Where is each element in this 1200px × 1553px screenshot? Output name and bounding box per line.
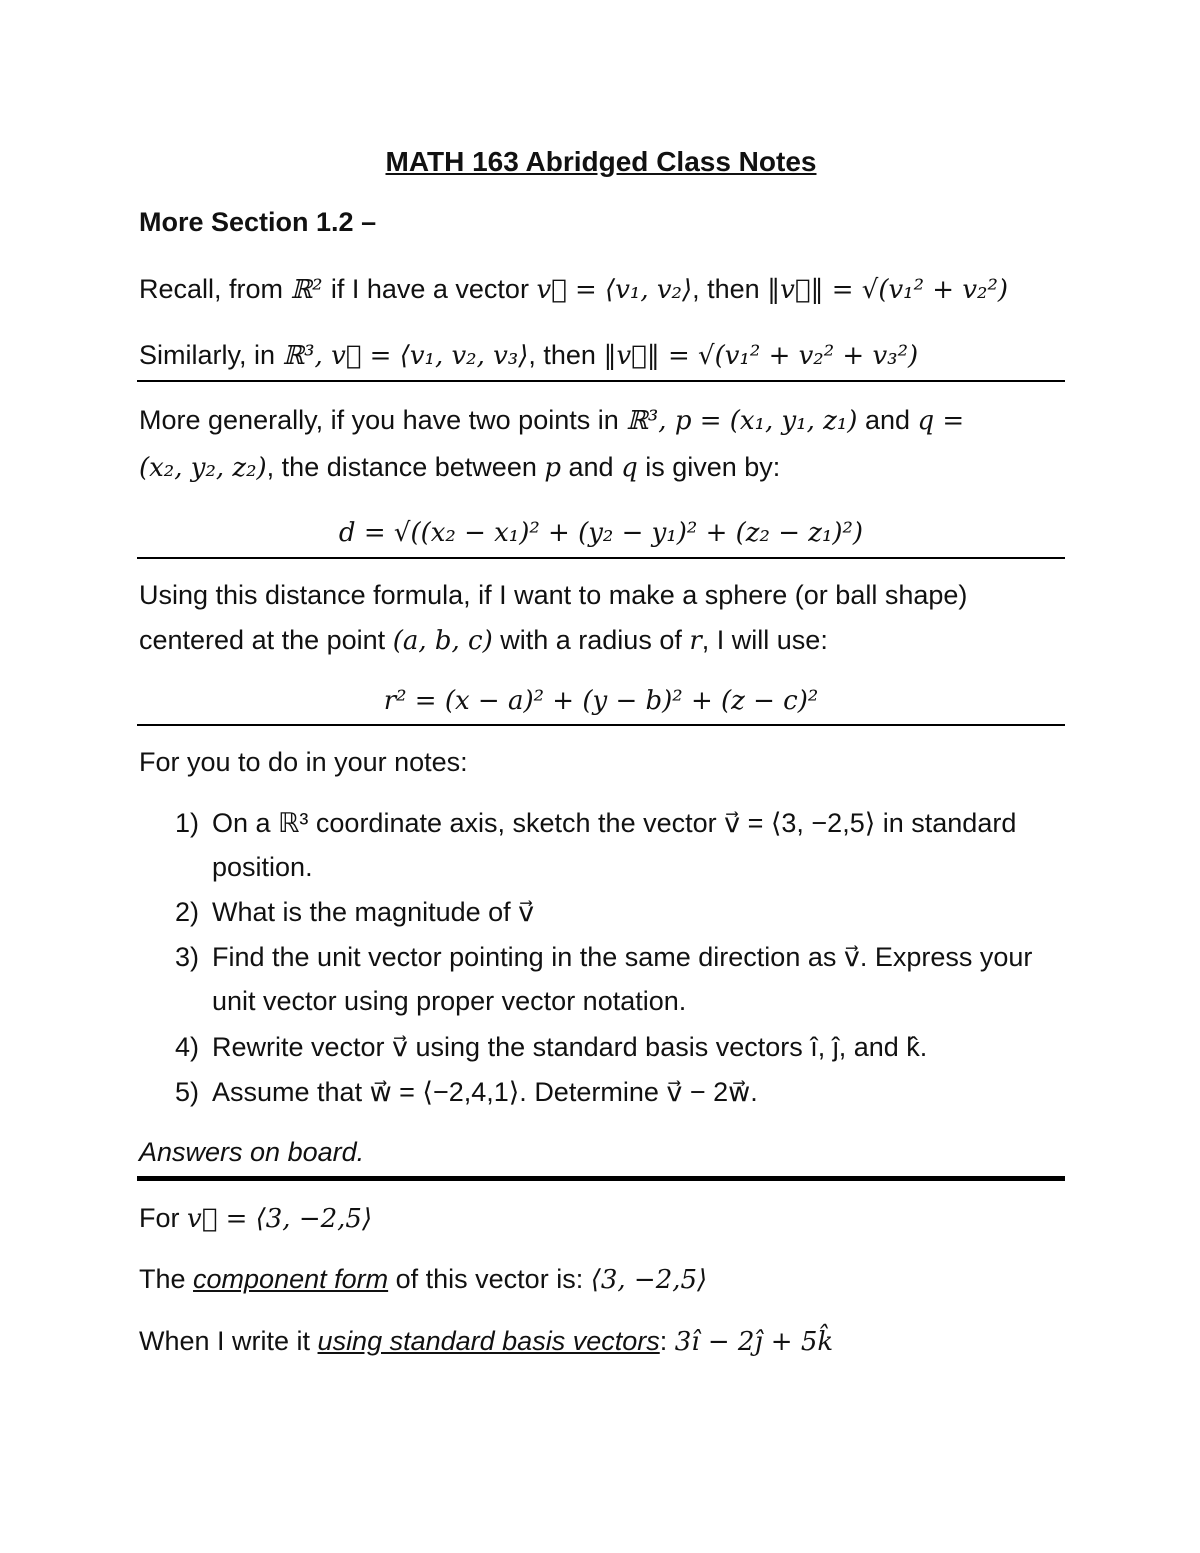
distance-formula-math: d = √((x₂ − x₁)² + (y₂ − y₁)² + (z₂ − z₁)²) [338, 518, 864, 548]
page-title: MATH 163 Abridged Class Notes [385, 146, 817, 177]
basis-text-after: : [659, 1326, 675, 1356]
component-form-term: component form [193, 1264, 389, 1294]
recall-text-before: Recall, from [139, 274, 291, 304]
section-heading: More Section 1.2 – [139, 207, 377, 237]
general-text-2: , the distance between [266, 452, 545, 482]
sphere-formula [139, 683, 1063, 718]
divider-3 [137, 724, 1065, 726]
recall-math-vector: v⃗ = ⟨v₁, v₂⟩ [536, 275, 693, 305]
todo-item-number: 3) [175, 942, 200, 972]
general-text-1: More generally, if you have two points in [139, 405, 627, 435]
general-line-2 [139, 450, 1063, 485]
todo-item-text: What is the magnitude of v⃗ [212, 897, 535, 927]
similarly-line [139, 338, 1063, 373]
sphere-line-1: Using this distance formula, if I want to make a sphere (or ball shape) [139, 580, 968, 610]
todo-heading: For you to do in your notes: [139, 747, 468, 777]
todo-item-number: 1) [175, 808, 200, 838]
document-page [139, 0, 1063, 1553]
sphere-text-before: centered at the point [139, 625, 393, 655]
sphere-text-end: , I will use: [701, 625, 828, 655]
component-form-line [139, 1262, 1063, 1297]
todo-item-text: Assume that w⃗ = ⟨−2,4,1⟩. Determine v⃗ − 2w⃗. [212, 1077, 758, 1107]
general-math-point-p: ℝ³, p = (x₁, y₁, z₁) [626, 406, 858, 436]
sphere-line-2 [139, 623, 1063, 658]
for-line [139, 1201, 1063, 1236]
similarly-math-vector: ℝ³, v⃗ = ⟨v₁, v₂, v₃⟩ [282, 341, 529, 371]
basis-math: 3î − 2ĵ + 5k̂ [674, 1327, 834, 1357]
todo-item-1 [175, 801, 1063, 889]
todo-item-number: 4) [175, 1032, 200, 1062]
sphere-formula-math: r² = (x − a)² + (y − b)² + (z − c)² [383, 686, 819, 716]
todo-item-text: Rewrite vector v⃗ using the standard basis vectors î, ĵ, and k̂. [212, 1032, 928, 1062]
basis-vectors-line [139, 1324, 1063, 1359]
recall-math-r2: ℝ² [290, 275, 331, 305]
for-math: v⃗ = ⟨3, −2,5⟩ [187, 1204, 373, 1234]
todo-item-2 [175, 890, 1063, 934]
general-math-p: p [544, 453, 562, 483]
general-and-2: and [561, 452, 622, 482]
general-line-1 [139, 403, 1063, 438]
for-text: For [139, 1203, 188, 1233]
general-math-q2: q [621, 453, 638, 483]
todo-item-number: 5) [175, 1077, 200, 1107]
general-math-q: q = [917, 406, 965, 436]
recall-text-then: , then [692, 274, 768, 304]
distance-formula [139, 515, 1063, 550]
recall-text-mid: if I have a vector [330, 274, 537, 304]
sphere-math-r: r [689, 626, 702, 656]
general-and-1: and [857, 405, 918, 435]
basis-text-before: When I write it [139, 1326, 318, 1356]
divider-2 [137, 557, 1065, 559]
sphere-text-mid: with a radius of [492, 625, 690, 655]
component-text-after: of this vector is: [388, 1264, 591, 1294]
general-text-end: is given by: [637, 452, 781, 482]
similarly-text-before: Similarly, in [139, 340, 283, 370]
component-text-before: The [139, 1264, 194, 1294]
recall-line [139, 272, 1063, 307]
todo-item-5 [175, 1070, 1063, 1114]
basis-vectors-term: using standard basis vectors [317, 1326, 660, 1356]
todo-item-text: On a ℝ³ coordinate axis, sketch the vector v⃗ = ⟨3, −2,5⟩ in standard position. [212, 808, 1017, 882]
todo-item-text: Find the unit vector pointing in the same direction as v⃗. Express your unit vector using proper vector notation. [212, 942, 1033, 1016]
todo-item-3 [175, 935, 1063, 1023]
component-math: ⟨3, −2,5⟩ [590, 1265, 708, 1295]
divider-thick [137, 1176, 1065, 1181]
similarly-math-magnitude: ‖v⃗‖ = √(v₁² + v₂² + v₃²) [603, 341, 919, 371]
similarly-text-then: , then [528, 340, 604, 370]
todo-item-4 [175, 1025, 1063, 1069]
answers-note: Answers on board. [139, 1137, 365, 1167]
general-math-point-q: (x₂, y₂, z₂) [139, 453, 267, 483]
todo-item-number: 2) [175, 897, 200, 927]
sphere-math-center: (a, b, c) [392, 626, 493, 656]
divider-1 [137, 380, 1065, 382]
recall-math-magnitude: ‖v⃗‖ = √(v₁² + v₂²) [767, 275, 1009, 305]
